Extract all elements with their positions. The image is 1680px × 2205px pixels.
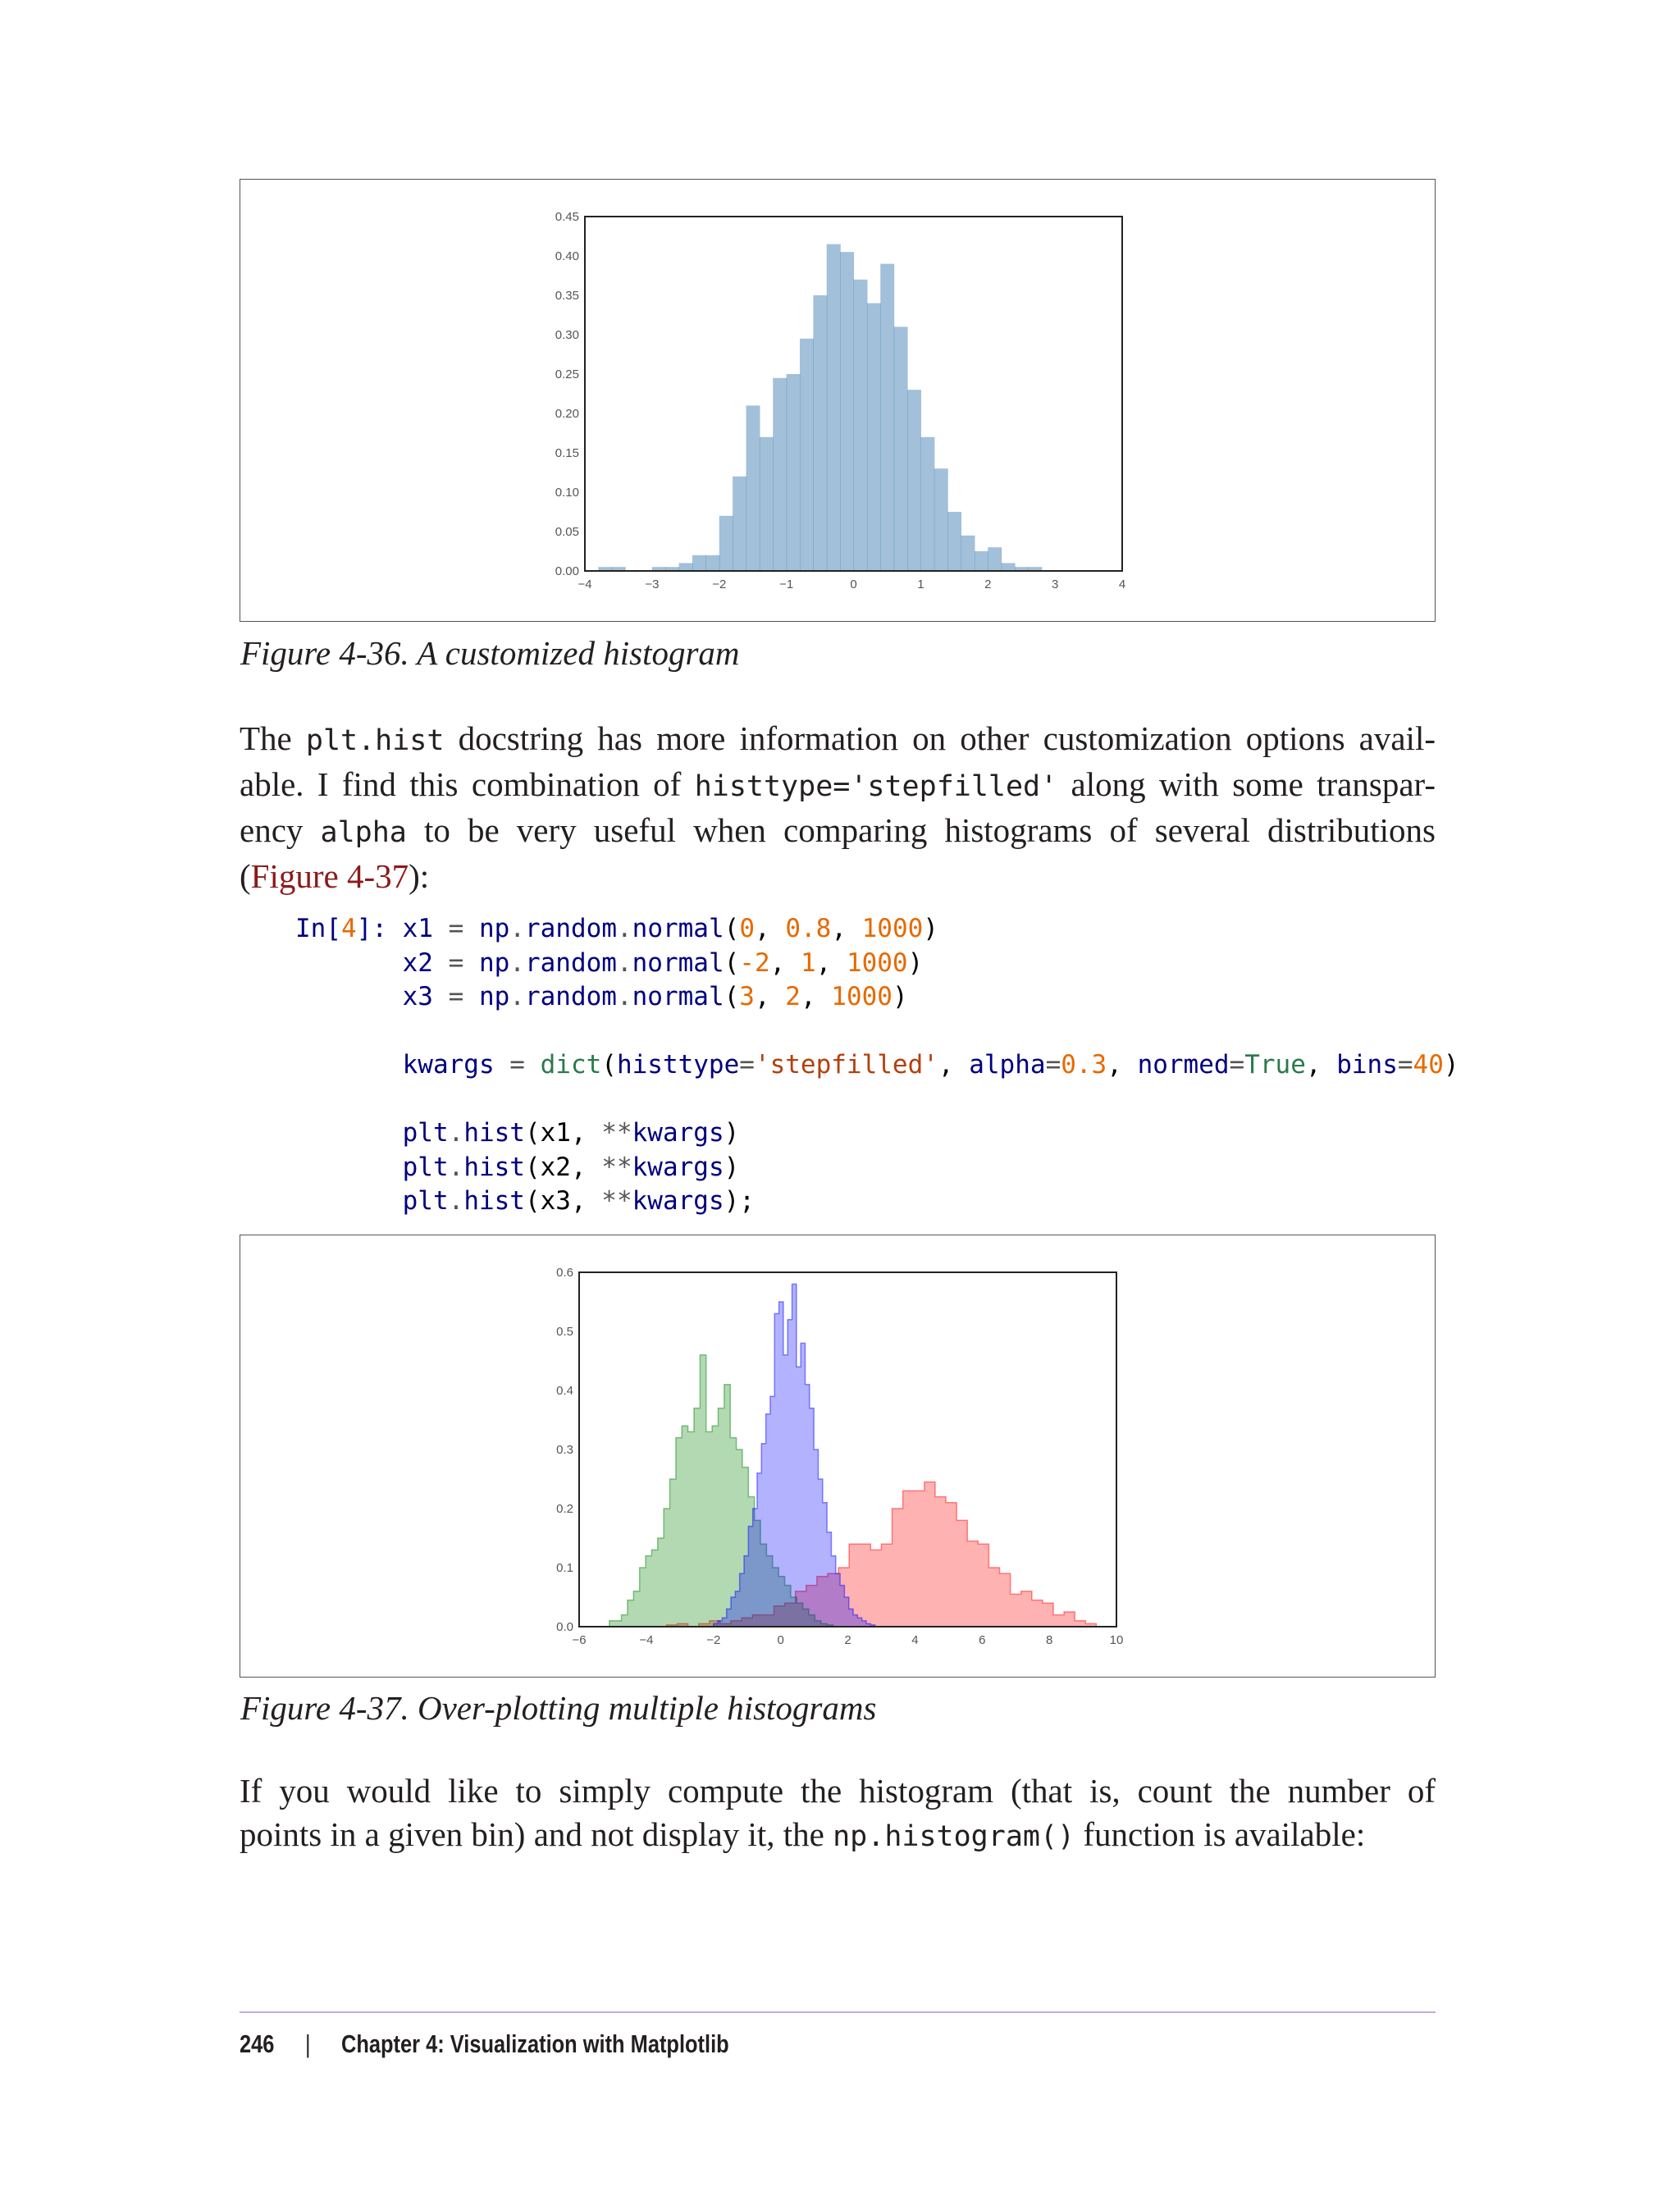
text-run: ency [240,811,321,849]
code-token: ]: [356,914,403,943]
code-token: alpha [969,1050,1046,1080]
figure-4-36-frame [240,179,1436,622]
code-token: np [479,914,510,943]
text-run: to be very useful when comparing histograms of several distributions [406,811,1436,849]
code-line [295,1151,1459,1185]
x-tick-label: 2 [984,578,992,591]
code-token: 1000 [846,947,908,978]
paragraph2-line [240,1813,1436,1859]
y-tick-label: 0.35 [555,289,579,303]
y-tick-label: 0.00 [555,564,579,578]
code-token: = [1397,1050,1413,1080]
x-tick-label: −4 [639,1633,654,1647]
x-tick-label: 3 [1051,578,1059,591]
x-tick-label: 2 [844,1633,851,1647]
histogram-bar [975,551,988,571]
histogram-bar [867,304,881,571]
code-line [295,1083,1459,1117]
histogram-bar [1002,563,1016,571]
inline-code: alpha [320,816,407,849]
code-token: np [478,947,510,978]
code-token: ** [601,1186,632,1216]
code-token: , [754,914,786,943]
code-line [295,1185,1459,1219]
code-token: . [448,1118,464,1148]
code-token: 2 [785,982,801,1011]
code-token: kwargs [632,1118,724,1148]
code-token: random [524,947,617,978]
code-token: x1 [402,914,449,943]
code-token: = [448,982,479,1011]
x-tick-label: 10 [1109,1633,1124,1647]
code-token: . [616,914,632,943]
code-token: (x1, [524,1118,602,1148]
x-tick-label: −4 [578,578,592,591]
figure-4-36-caption: Figure 4-36. A customized histogram [240,634,740,672]
footer-separator: | [305,2029,311,2058]
histogram-bar [787,374,801,571]
code-token: . [448,1152,464,1182]
code-token: 3 [739,982,755,1011]
y-tick-label: 0.20 [555,407,579,421]
code-token: ) [1443,1050,1459,1080]
code-token: ) [907,947,924,978]
paragraph1-line [240,763,1436,809]
text-run: points in a given bin) and not display it, the [240,1815,833,1853]
text-run: ( [240,857,251,895]
code-token: 40 [1413,1050,1444,1080]
histogram-bar [880,264,894,571]
histogram-bar [961,536,975,571]
code-token: , [1305,1050,1337,1080]
y-tick-label: 0.2 [556,1502,573,1516]
code-line [295,1048,1459,1083]
code-token: histtype [616,1050,740,1080]
code-token: , [938,1050,970,1080]
y-tick-label: 0.10 [555,486,579,500]
y-tick-label: 0.30 [555,328,579,342]
code-token: ** [601,1152,632,1182]
code-token: 1000 [861,914,924,943]
code-token: ( [724,947,740,978]
code-token: 1000 [831,982,892,1011]
y-tick-label: 0.15 [555,446,579,460]
code-token: , [800,982,832,1011]
histogram-bar [988,547,1002,571]
code-token: ( [724,914,740,943]
code-token: 4 [341,914,357,943]
code-token: hist [463,1152,525,1182]
x-tick-label: 1 [917,578,924,591]
histogram-bar [854,280,868,571]
code-token: ( [601,1050,617,1080]
code-token: 0 [739,914,755,943]
x-tick-label: −2 [712,578,727,591]
code-token: (x2, [524,1152,602,1182]
code-line [295,1116,1459,1151]
text-run: If you would like to simply compute the histogram (that is, count the number of [240,1772,1436,1810]
x-tick-label: 0 [850,578,857,591]
code-token: . [509,947,525,978]
code-token: normal [632,947,724,978]
histogram-bar [934,468,948,571]
code-token: kwargs [295,1050,510,1080]
code-token: (x3, [524,1186,602,1216]
histogram-bar [813,295,827,571]
histogram-bar [840,252,854,571]
x-tick-label: −1 [779,578,794,591]
code-token: In[ [295,914,341,943]
code-token: dict [540,1050,602,1080]
figure-4-37-caption: Figure 4-37. Over-plotting multiple histograms [240,1689,877,1727]
code-token: , [831,914,862,943]
y-tick-label: 0.45 [555,210,579,224]
paragraph1-line [240,809,1436,855]
code-token: normed [1137,1050,1230,1080]
code-line [295,1015,1459,1049]
code-token: random [524,982,617,1011]
code-token: 'stepfilled' [754,1050,938,1080]
histogram-bar [705,555,719,571]
code-token: normal [632,914,724,943]
code-token: = [509,1050,541,1080]
code-token: bins [1336,1050,1398,1080]
x-tick-label: −6 [572,1633,587,1647]
histogram-bar [733,477,746,571]
histogram-bar [894,326,908,571]
customized-histogram-chart [240,180,1434,620]
y-tick-label: 0.3 [556,1443,573,1457]
code-token: kwargs [632,1152,724,1182]
code-token: , [754,982,786,1011]
y-tick-label: 0.1 [556,1561,573,1575]
code-token: hist [463,1118,525,1148]
text-run: able. I find this combination of [240,765,695,803]
code-token: . [616,947,632,978]
y-tick-label: 0.0 [556,1620,573,1634]
code-token: . [616,982,632,1011]
text-run: function is available: [1075,1815,1366,1853]
code-token: = [739,1050,755,1080]
code-line [295,947,1459,981]
histogram-bar [920,437,934,571]
paragraph1-line [240,855,1436,898]
code-token: ** [601,1118,632,1148]
text-run: ): [409,857,430,895]
code-token: -2 [739,947,770,978]
x-tick-label: −2 [706,1633,721,1647]
figure-cross-reference[interactable]: Figure 4-37 [250,857,409,895]
histogram-bar [760,437,774,571]
y-tick-label: 0.05 [555,525,579,539]
code-token: . [509,914,525,943]
y-tick-label: 0.5 [556,1325,573,1339]
code-token: = [1045,1050,1061,1080]
code-token: ) [724,1118,740,1148]
page-number: 246 [240,2029,275,2058]
code-token: ) [724,1152,740,1182]
x-tick-label: 8 [1045,1633,1053,1647]
code-token: ); [724,1186,755,1216]
code-block-in-4 [295,912,1459,1219]
code-token: kwargs [632,1186,724,1216]
histogram-bar [692,555,706,571]
histogram-bar [947,512,961,571]
code-token: , [815,947,847,978]
histogram-bar [679,563,693,571]
code-token: ) [892,982,908,1011]
footer-chapter-title: Chapter 4: Visualization with Matplotlib [341,2029,729,2058]
inline-code: np.histogram() [833,1820,1075,1853]
code-token: , [769,947,801,978]
x-tick-label: 0 [777,1633,784,1647]
y-tick-label: 0.40 [555,249,579,263]
x-tick-label: 4 [911,1633,919,1647]
text-run: The [240,719,306,757]
text-run: docstring has more information on other customization options avail- [444,719,1436,757]
y-tick-label: 0.25 [555,368,579,381]
x-tick-label: −3 [645,578,660,591]
code-line [295,980,1459,1015]
text-run: along with some transpar- [1057,765,1436,803]
footer-rule [240,2011,1436,2013]
y-tick-label: 0.4 [556,1384,573,1398]
histogram-bar [907,390,921,571]
code-token: True [1244,1050,1306,1080]
paragraph-histogram-options [240,717,1436,898]
code-token: np [478,982,510,1011]
code-line [295,912,1459,947]
code-token: plt [295,1152,449,1182]
code-token: hist [463,1186,525,1216]
code-token: ) [923,914,938,943]
histogram-bar [800,339,814,571]
code-token: 0.8 [785,914,832,943]
code-token: normal [632,982,724,1011]
code-token: . [509,982,525,1011]
y-tick-label: 0.6 [556,1266,573,1280]
code-token: = [448,947,479,978]
x-tick-label: 6 [979,1633,986,1647]
paragraph2-line [240,1769,1436,1813]
histogram-bar [719,516,733,571]
overplotted-histograms-chart [240,1235,1434,1676]
histogram-bar [827,244,841,571]
paragraph1-line [240,717,1436,763]
code-token: = [448,914,479,943]
inline-code: plt.hist [305,724,445,757]
code-token: plt [295,1186,449,1216]
code-token: . [448,1186,464,1216]
paragraph-np-histogram [240,1769,1436,1859]
inline-code: histtype='stepfilled' [694,770,1058,803]
code-token: x3 [295,982,449,1011]
code-token: , [1107,1050,1138,1080]
code-token: plt [295,1118,449,1148]
code-token: x2 [295,947,449,978]
code-token: random [525,914,617,943]
code-token: 1 [800,947,816,978]
code-token: 0.3 [1061,1050,1107,1080]
code-token: = [1229,1050,1245,1080]
figure-4-37-frame [240,1235,1436,1678]
histogram-bar [773,378,787,571]
histogram-bar [746,405,760,571]
x-tick-label: 4 [1118,578,1126,591]
code-token: ( [724,982,740,1011]
